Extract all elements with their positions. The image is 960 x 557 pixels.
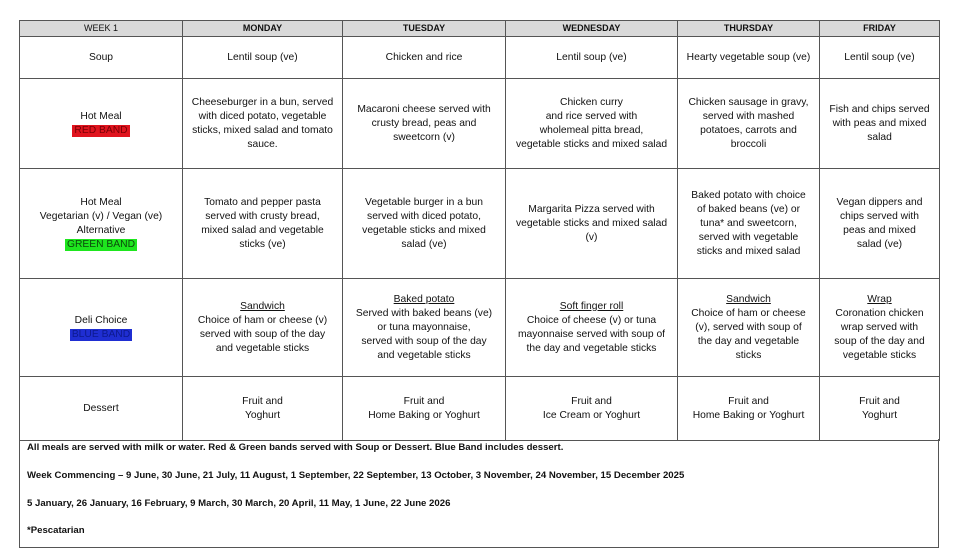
row-label-deli — [20, 279, 183, 377]
menu-table — [19, 20, 940, 441]
dessert-friday: Fruit and Yoghurt — [820, 377, 940, 441]
dessert-thursday: Fruit and Home Baking or Yoghurt — [678, 377, 820, 441]
day-header-tuesday: TUESDAY — [343, 21, 506, 37]
veg-meal-wednesday: Margarita Pizza served with vegetable sticks and mixed salad (v) — [506, 169, 678, 279]
day-header-thursday: THURSDAY — [678, 21, 820, 37]
deli-row — [20, 279, 940, 377]
row-label-dessert: Dessert — [20, 377, 183, 441]
soup-wednesday: Lentil soup (ve) — [506, 37, 678, 79]
deli-wednesday-title: Soft finger roll — [559, 300, 624, 312]
dessert-wednesday: Fruit and Ice Cream or Yoghurt — [506, 377, 678, 441]
note-pescatarian: *Pescatarian — [27, 525, 85, 536]
deli-thursday-title: Sandwich — [726, 293, 771, 305]
soup-monday: Lentil soup (ve) — [183, 37, 343, 79]
row-label-soup: Soup — [20, 37, 183, 79]
dessert-tuesday: Fruit and Home Baking or Yoghurt — [343, 377, 506, 441]
hot-meal-thursday: Chicken sausage in gravy, served with mashed potatoes, carrots and broccoli — [678, 79, 820, 169]
deli-friday — [820, 279, 940, 377]
veg-meal-label: Hot Meal Vegetarian (v) / Vegan (ve) Alternative — [39, 196, 163, 236]
hot-meal-row — [20, 79, 940, 169]
deli-wednesday — [506, 279, 678, 377]
deli-wednesday-text: Choice of cheese (v) or tuna mayonnaise served with soup of the day and vegetable sticks — [517, 314, 666, 354]
menu-sheet — [19, 20, 939, 548]
note-week-commencing-2025: Week Commencing – 9 June, 30 June, 21 July, 11 August, 1 September, 22 September, 13 October, 3 November, 24 November, 15 December 2025 — [27, 470, 685, 481]
day-header-wednesday: WEDNESDAY — [506, 21, 678, 37]
note-week-commencing-2026: 5 January, 26 January, 16 February, 9 March, 30 March, 20 April, 11 May, 1 June, 22 June 2026 — [27, 498, 451, 509]
header-row — [20, 21, 940, 37]
deli-friday-text: Coronation chicken wrap served with soup of the day and vegetable sticks — [834, 307, 925, 361]
veg-meal-thursday: Baked potato with choice of baked beans (ve) or tuna* and sweetcorn, served with vegetable sticks and mixed salad — [678, 169, 820, 279]
deli-thursday — [678, 279, 820, 377]
week-label: WEEK 1 — [20, 21, 183, 37]
hot-meal-label: Hot Meal — [80, 110, 122, 122]
veg-meal-monday: Tomato and pepper pasta served with crusty bread, mixed salad and vegetable sticks (ve) — [183, 169, 343, 279]
deli-monday — [183, 279, 343, 377]
dessert-monday: Fruit and Yoghurt — [183, 377, 343, 441]
row-label-veg-meal — [20, 169, 183, 279]
deli-thursday-text: Choice of ham or cheese (v), served with soup of the day and vegetable sticks — [691, 307, 806, 361]
red-band-badge: RED BAND — [74, 124, 128, 136]
green-band-badge: GREEN BAND — [66, 238, 136, 250]
soup-row — [20, 37, 940, 79]
hot-meal-wednesday: Chicken curry and rice served with wholemeal pitta bread, vegetable sticks and mixed salad — [506, 79, 678, 169]
deli-tuesday — [343, 279, 506, 377]
soup-friday: Lentil soup (ve) — [820, 37, 940, 79]
hot-meal-friday: Fish and chips served with peas and mixed salad — [820, 79, 940, 169]
blue-band-badge: BLUE BAND — [71, 328, 131, 340]
deli-tuesday-text: Served with baked beans (ve) or tuna mayonnaise, served with soup of the day and vegetable sticks — [355, 307, 493, 361]
row-label-hot-meal — [20, 79, 183, 169]
soup-tuesday: Chicken and rice — [343, 37, 506, 79]
notes-box — [19, 439, 939, 548]
dessert-row — [20, 377, 940, 441]
deli-tuesday-title: Baked potato — [393, 293, 455, 305]
day-header-friday: FRIDAY — [820, 21, 940, 37]
deli-monday-title: Sandwich — [240, 300, 285, 312]
veg-meal-row — [20, 169, 940, 279]
note-bands: All meals are served with milk or water. Red & Green bands served with Soup or Dessert. Blue Band includes dessert. — [27, 442, 564, 453]
hot-meal-monday: Cheeseburger in a bun, served with diced potato, vegetable sticks, mixed salad and tomato sauce. — [183, 79, 343, 169]
hot-meal-tuesday: Macaroni cheese served with crusty bread, peas and sweetcorn (v) — [343, 79, 506, 169]
deli-friday-title: Wrap — [867, 293, 892, 305]
soup-thursday: Hearty vegetable soup (ve) — [678, 37, 820, 79]
veg-meal-tuesday: Vegetable burger in a bun served with diced potato, vegetable sticks and mixed salad (ve) — [343, 169, 506, 279]
deli-label: Deli Choice — [74, 314, 128, 326]
veg-meal-friday: Vegan dippers and chips served with peas and mixed salad (ve) — [820, 169, 940, 279]
deli-monday-text: Choice of ham or cheese (v) served with soup of the day and vegetable sticks — [197, 314, 328, 354]
day-header-monday: MONDAY — [183, 21, 343, 37]
